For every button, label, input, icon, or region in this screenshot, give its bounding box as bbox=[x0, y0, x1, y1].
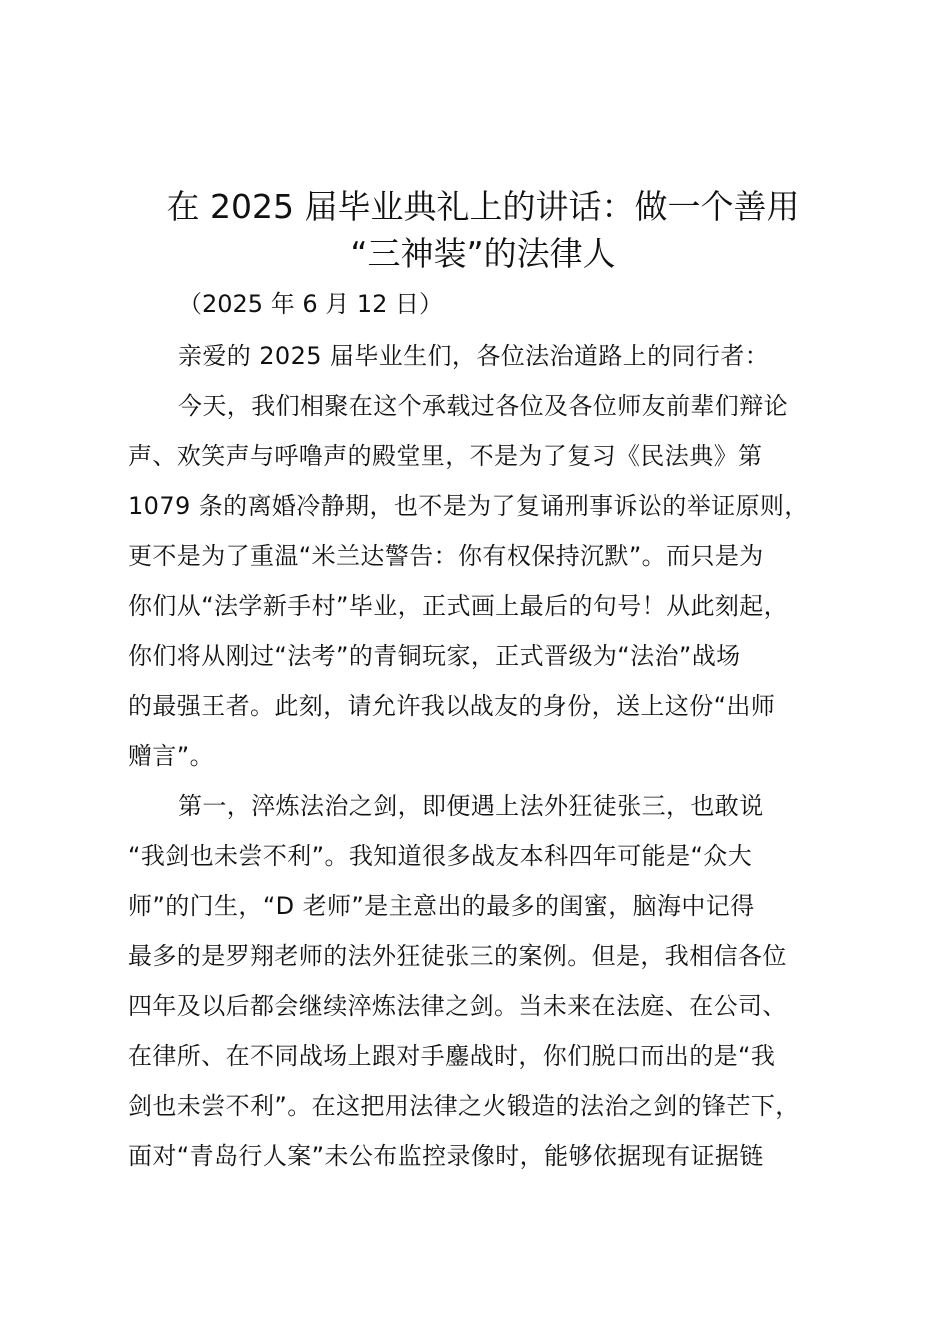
body-line: 面对“青岛行人案”未公布监控录像时，能够依据现有证据链 bbox=[128, 1142, 764, 1170]
title-line-1: 在 2025 届毕业典礼上的讲话：做一个善用 bbox=[166, 187, 800, 226]
body-line: 今天，我们相聚在这个承载过各位及各位师友前辈们辩论 bbox=[178, 392, 788, 420]
body-line: “我剑也未尝不利”。我知道很多战友本科四年可能是“众大 bbox=[128, 842, 753, 870]
body-line: 1079 条的离婚冷静期，也不是为了复诵刑事诉讼的举证原则， bbox=[128, 492, 809, 520]
body-line: 声、欢笑声与呼噜声的殿堂里，不是为了复习《民法典》第 bbox=[128, 442, 763, 470]
title-line-2: “三神装”的法律人 bbox=[350, 234, 616, 273]
body-line: 在律所、在不同战场上跟对手鏖战时，你们脱口而出的是“我 bbox=[128, 1042, 776, 1070]
body-line: 师”的门生，“D 老师”是主意出的最多的闺蜜，脑海中记得 bbox=[128, 892, 755, 920]
body-line: 第一，淬炼法治之剑，即便遇上法外狂徒张三，也敢说 bbox=[178, 792, 764, 820]
body-line: 剑也未尝不利”。在这把用法律之火锻造的法治之剑的锋芒下， bbox=[128, 1092, 800, 1120]
body-line: 你们将从刚过“法考”的青铜玩家，正式晋级为“法治”战场 bbox=[128, 642, 741, 670]
body-line: 赠言”。 bbox=[128, 742, 215, 770]
salutation-line: 亲爱的 2025 届毕业生们，各位法治道路上的同行者： bbox=[178, 342, 770, 370]
body-line: 最多的是罗翔老师的法外狂徒张三的案例。但是，我相信各位 bbox=[128, 942, 787, 970]
document-title bbox=[108, 183, 858, 277]
document-body bbox=[128, 336, 858, 1186]
speech-date: （2025 年 6 月 12 日） bbox=[178, 290, 444, 318]
body-line: 四年及以后都会继续淬炼法律之剑。当未来在法庭、在公司、 bbox=[128, 992, 787, 1020]
body-line: 的最强王者。此刻，请允许我以战友的身份，送上这份“出师 bbox=[128, 692, 776, 720]
document-page bbox=[128, 0, 838, 1344]
body-line: 你们从“法学新手村”毕业，正式画上最后的句号！从此刻起， bbox=[128, 592, 789, 620]
body-line: 更不是为了重温“米兰达警告：你有权保持沉默”。而只是为 bbox=[128, 542, 764, 570]
